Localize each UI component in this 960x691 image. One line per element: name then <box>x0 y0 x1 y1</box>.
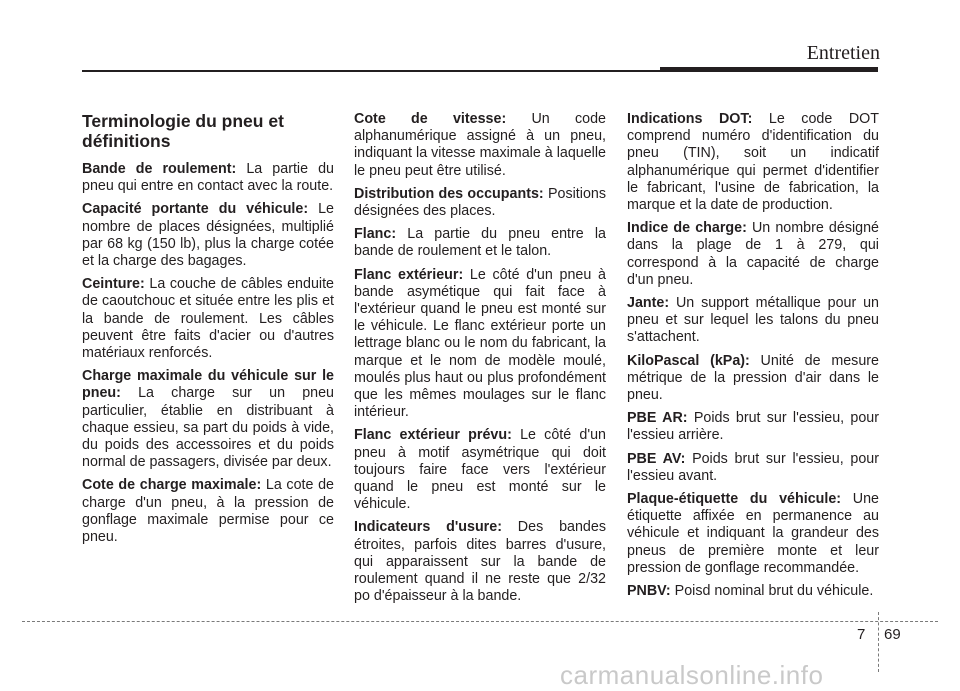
definition-text: Unité de mesure métrique de la pression d'air dans le pneu. <box>627 352 879 404</box>
definition-term: Indice de charge: <box>627 220 747 237</box>
definition-text: La partie du pneu entre la bande de roulement et le talon. <box>354 226 606 260</box>
page-header-title: Entretien <box>806 42 880 64</box>
definition-text: Positions désignées des places. <box>354 185 606 220</box>
definition-term: Ceinture: <box>82 276 145 293</box>
definition-text: La partie du pneu qui entre en contact avec la route. <box>82 161 334 195</box>
definition-term: Flanc: <box>354 226 397 243</box>
definition-term: Indicateurs d'usure: <box>354 519 502 536</box>
definition-entry <box>627 451 879 485</box>
definition-entry <box>82 161 334 195</box>
definition-term: PBE AV: <box>627 450 686 467</box>
definition-entry <box>627 583 879 600</box>
definition-text: La couche de câbles enduite de caoutchouc et située entre les plis et la bande de roulement. Les câbles peuvent être faits d'acier ou d'autres matériaux renforcés. <box>82 276 334 362</box>
definition-text: Le côté d'un pneu à motif asymétrique qui doit toujours faire face vers l'extérieur quand le pneu est monté sur le véhicule. <box>354 427 606 513</box>
definition-entry <box>627 410 879 444</box>
definition-entry <box>354 186 606 220</box>
definition-entry <box>627 491 879 577</box>
definition-term: PBE AR: <box>627 410 688 427</box>
definition-text: La cote de charge d'un pneu, à la pression de gonflage maximale permise pour ce pneu. <box>82 477 334 546</box>
footer-rule <box>22 621 938 622</box>
definition-entry <box>354 226 606 260</box>
definition-entry <box>354 111 606 180</box>
definition-term: Jante: <box>627 295 670 312</box>
definition-entry <box>354 519 606 605</box>
definition-text: Poids brut sur l'essieu, pour l'essieu arrière. <box>627 410 879 444</box>
definition-entry <box>82 276 334 362</box>
definition-text: Des bandes étroites, parfois dites barres d'usure, qui apparaissent sur la bande de roulement quand il ne reste que 2/32 po d'épaisseur à la bande. <box>354 519 606 605</box>
column-1 <box>82 111 334 552</box>
definition-text: Le code DOT comprend numéro d'identification du pneu (TIN), soit un indicatif alphanumérique qui permet d'identifier le fabricant, l'usine de fabrication, la marque et la date de production. <box>627 111 879 214</box>
section-title: Terminologie du pneu et définitions <box>82 111 284 151</box>
watermark: carmanualsonline.info <box>560 660 824 690</box>
definition-entry <box>82 477 334 546</box>
definition-text: Poisd nominal brut du véhicule. <box>670 583 874 600</box>
definition-text: Le côté d'un pneu à bande asymétique qui fait face à l'extérieur quand le pneu est monté sur le véhicule. Le flanc extérieur porte un lettrage blanc ou le nom du fabricant, la marque et le nom de modèle moulé, moulés plus haut ou plus profondément que les mêmes moulages sur le flanc intérieur. <box>354 266 606 421</box>
definition-entry <box>627 353 879 405</box>
definition-term: Capacité portante du véhicule: <box>82 201 309 218</box>
chapter-number: 7 <box>857 626 866 643</box>
header-rule <box>82 70 662 72</box>
definition-entry <box>82 201 334 270</box>
definition-entry <box>82 368 334 471</box>
definition-term: Plaque-étiquette du véhicule: <box>627 491 842 508</box>
definition-term: Cote de charge maximale: <box>82 477 262 494</box>
column-3 <box>627 111 879 606</box>
header-rule-accent <box>660 67 878 72</box>
definition-term: Cote de vitesse: <box>354 111 507 127</box>
column-2 <box>354 111 606 611</box>
definition-term: Distribution des occupants: <box>354 185 544 202</box>
definition-text: Un support métallique pour un pneu et sur lequel les talons du pneu s'attachent. <box>627 295 879 346</box>
definition-term: Indications DOT: <box>627 111 753 127</box>
definition-text: Un nombre désigné dans la plage de 1 à 279, qui correspond à la capacité de charge d'un pneu. <box>627 220 880 288</box>
definition-term: Charge maximale du véhicule sur le pneu: <box>82 368 334 402</box>
definition-term: KiloPascal (kPa): <box>627 352 750 369</box>
definition-term: PNBV: <box>627 583 671 600</box>
definition-text: Le nombre de places désignées, multiplié par 68 kg (150 lb), plus la charge cotée et la charge des bagages. <box>82 201 334 270</box>
definition-term: Flanc extérieur: <box>354 266 464 283</box>
definition-term: Flanc extérieur prévu: <box>354 427 512 444</box>
definition-text: La charge sur un pneu particulier, établie en distribuant à chaque essieu, sa part du poids à vide, du poids des accessoires et du poids normal de passagers, divisée par deux. <box>82 385 334 471</box>
page-number: 69 <box>884 626 901 643</box>
definition-text: Une étiquette affixée en permanence au véhicule et indiquant la grandeur des pneus de première monte et leur pression de gonflage recommandée. <box>627 491 879 576</box>
definition-entry <box>627 111 879 214</box>
definition-entry <box>627 220 879 289</box>
definition-entry <box>354 267 606 422</box>
definition-text: Un code alphanumérique assigné à un pneu, indiquant la vitesse maximale à laquelle le pneu peut être utilisé. <box>354 111 606 179</box>
footer-divider <box>878 612 879 672</box>
definition-entry <box>627 295 879 347</box>
definition-text: Poids brut sur l'essieu, pour l'essieu avant. <box>627 450 879 484</box>
definition-term: Bande de roulement: <box>82 161 237 177</box>
definition-entry <box>354 427 606 513</box>
